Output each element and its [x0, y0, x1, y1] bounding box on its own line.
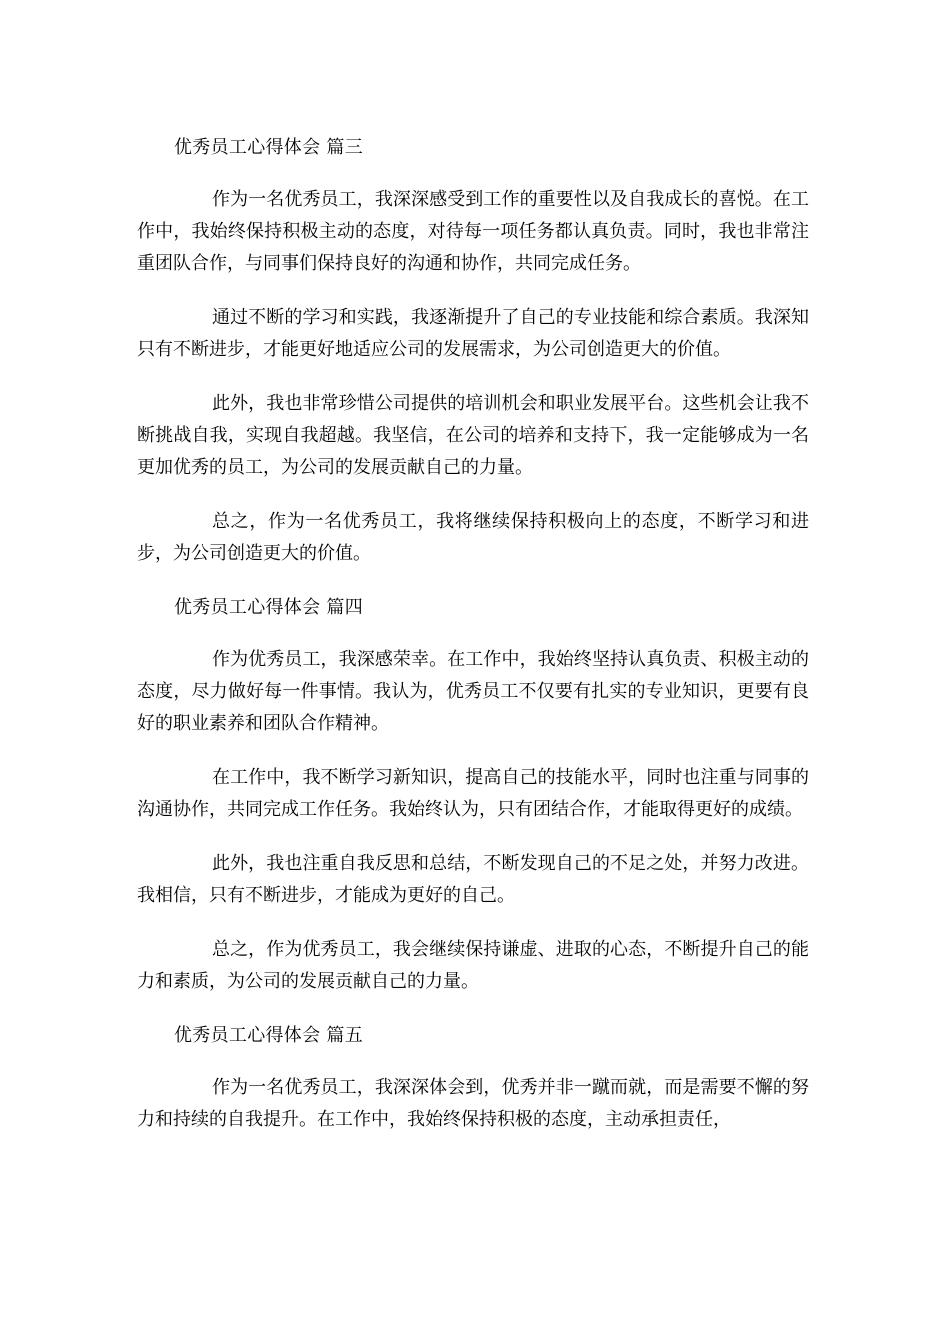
section-4	[137, 592, 809, 998]
section-5	[137, 1020, 809, 1136]
paragraph: 此外，我也注重自我反思和总结，不断发现自己的不足之处，并努力改进。我相信，只有不断进步，才能成为更好的自己。	[137, 853, 809, 906]
section-heading: 优秀员工心得体会 篇五	[174, 1025, 364, 1046]
paragraph: 作为一名优秀员工，我深深感受到工作的重要性以及自我成长的喜悦。在工作中，我始终保持积极主动的态度，对待每一项任务都认真负责。同时，我也非常注重团队合作，与同事们保持良好的沟通和协作，共同完成任务。	[137, 189, 809, 274]
paragraph: 在工作中，我不断学习新知识，提高自己的技能水平，同时也注重与同事的沟通协作，共同完成工作任务。我始终认为，只有团结合作，才能取得更好的成绩。	[137, 767, 809, 820]
paragraph: 作为优秀员工，我深感荣幸。在工作中，我始终坚持认真负责、积极主动的态度，尽力做好每一件事情。我认为，优秀员工不仅要有扎实的专业知识，更要有良好的职业素养和团队合作精神。	[137, 649, 809, 734]
paragraph: 总之，作为一名优秀员工，我将继续保持积极向上的态度，不断学习和进步，为公司创造更大的价值。	[137, 511, 809, 564]
paragraph: 此外，我也非常珍惜公司提供的培训机会和职业发展平台。这些机会让我不断挑战自我，实现自我超越。我坚信，在公司的培养和支持下，我一定能够成为一名更加优秀的员工，为公司的发展贡献自己的力量。	[137, 393, 809, 478]
section-3	[137, 132, 809, 570]
section-heading: 优秀员工心得体会 篇三	[174, 137, 364, 158]
document-body	[137, 118, 809, 1158]
paragraph: 通过不断的学习和实践，我逐渐提升了自己的专业技能和综合素质。我深知只有不断进步，才能更好地适应公司的发展需求，为公司创造更大的价值。	[137, 307, 809, 360]
paragraph: 总之，作为优秀员工，我会继续保持谦虚、进取的心态，不断提升自己的能力和素质，为公司的发展贡献自己的力量。	[137, 939, 809, 992]
paragraph: 作为一名优秀员工，我深深体会到，优秀并非一蹴而就，而是需要不懈的努力和持续的自我提升。在工作中，我始终保持积极的态度，主动承担责任，	[137, 1077, 809, 1130]
section-heading: 优秀员工心得体会 篇四	[174, 597, 364, 618]
